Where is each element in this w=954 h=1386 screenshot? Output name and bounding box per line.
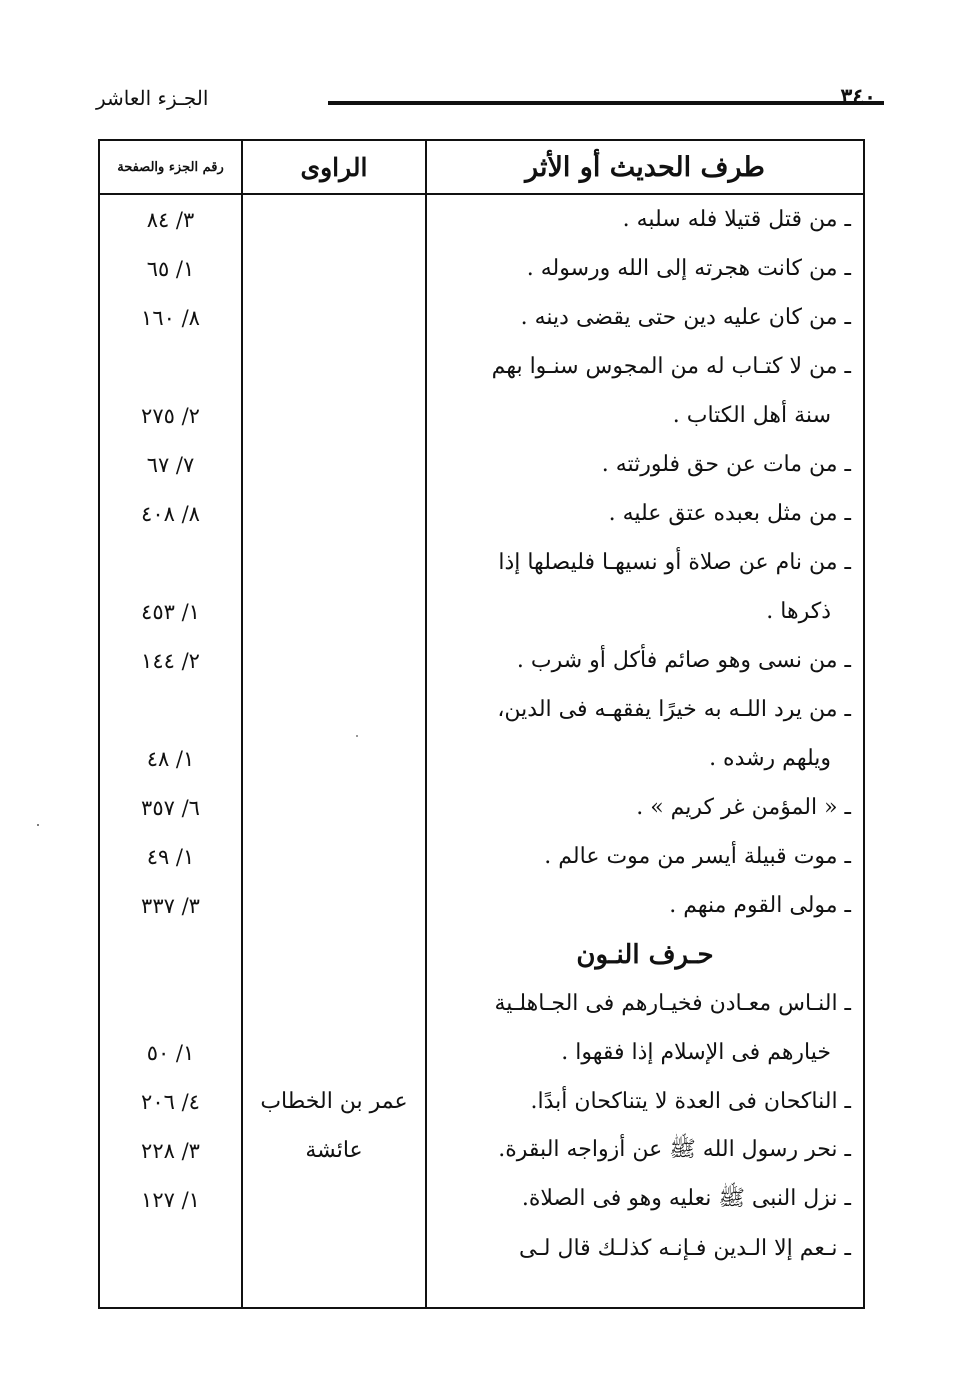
section-heading: حـرف النـون <box>426 930 864 979</box>
hadith-text: ـ نـعم إلا الـدين فـإنـه كذلـك قال لـى <box>426 1224 864 1273</box>
rawi-cell <box>242 1224 426 1273</box>
rawi-cell <box>242 391 426 440</box>
table-row <box>99 734 864 783</box>
table-row <box>99 293 864 342</box>
reference-cell: ٤/ ٢٠٦ <box>99 1077 242 1126</box>
reference-cell: ١/ ٤٨ <box>99 734 242 783</box>
table-row <box>99 244 864 293</box>
hadith-text: ـ من قتل قتيلا فله سلبه . <box>426 194 864 244</box>
rawi-cell <box>242 538 426 587</box>
reference-cell <box>99 979 242 1028</box>
speck <box>356 735 358 737</box>
table-row <box>99 1077 864 1126</box>
reference-cell: ٨/ ١٦٠ <box>99 293 242 342</box>
rawi-cell <box>242 342 426 391</box>
page-number: ٣٤٠ <box>840 84 876 110</box>
rawi-cell <box>242 194 426 244</box>
reference-cell: ١/ ٥٠ <box>99 1028 242 1077</box>
rawi-cell <box>242 832 426 881</box>
hadith-text: ـ نحر رسول الله ﷺ عن أزواجه البقرة. <box>426 1126 864 1175</box>
hadith-text: ـ موت قبيلة أيسر من موت عالم . <box>426 832 864 881</box>
hadith-text: ـ من لا كتـاب له من المجوس سنـوا بهم <box>426 342 864 391</box>
table-row <box>99 391 864 440</box>
rawi-cell <box>242 587 426 636</box>
hadith-text: ـ من كان عليه دين حتى يقضى دينه . <box>426 293 864 342</box>
reference-cell: ١/ ٤٩ <box>99 832 242 881</box>
rawi-cell <box>242 881 426 930</box>
rawi-cell: عمر بن الخطاب <box>242 1077 426 1126</box>
column-header-reference: رقم الجزء والصفحة <box>99 140 242 194</box>
page-header <box>96 82 876 122</box>
header-rule <box>328 101 884 105</box>
reference-cell <box>99 685 242 734</box>
table-row <box>99 440 864 489</box>
table-row <box>99 587 864 636</box>
table-filler-row <box>99 1273 864 1308</box>
hadith-text: ـ من نسى وهو صائم فأكل أو شرب . <box>426 636 864 685</box>
rawi-cell <box>242 440 426 489</box>
column-header-hadith: طرف الحديث أو الأثر <box>426 140 864 194</box>
rawi-cell <box>242 636 426 685</box>
hadith-text: ـ « المؤمن غر كريم » . <box>426 783 864 832</box>
hadith-text: ـ النـاس معـادن فخيـارهم فى الجـاهلـية <box>426 979 864 1028</box>
reference-cell <box>99 342 242 391</box>
reference-cell <box>99 538 242 587</box>
reference-cell: ١/ ٦٥ <box>99 244 242 293</box>
reference-cell: ٨/ ٤٠٨ <box>99 489 242 538</box>
filler-cell <box>99 1273 242 1308</box>
rawi-cell <box>242 489 426 538</box>
section-heading-row <box>99 930 864 979</box>
hadith-text: ـ من مات عن حق فلورثته . <box>426 440 864 489</box>
hadith-index-table <box>98 139 865 1309</box>
hadith-text: خيارهم فى الإسلام إذا فقهوا . <box>426 1028 864 1077</box>
rawi-cell <box>242 1028 426 1077</box>
rawi-cell <box>242 293 426 342</box>
table-header-row <box>99 140 864 194</box>
filler-cell <box>242 1273 426 1308</box>
speck <box>37 824 39 826</box>
table-row <box>99 1028 864 1077</box>
reference-cell: ٣/ ٢٢٨ <box>99 1126 242 1175</box>
hadith-text: ـ مولى القوم منهم . <box>426 881 864 930</box>
hadith-text: ذكرها . <box>426 587 864 636</box>
reference-cell <box>99 1224 242 1273</box>
rawi-cell <box>242 979 426 1028</box>
hadith-text: ويلهم رشده . <box>426 734 864 783</box>
rawi-cell <box>242 734 426 783</box>
column-header-rawi: الراوى <box>242 140 426 194</box>
table-row <box>99 783 864 832</box>
reference-cell: ٧/ ٦٧ <box>99 440 242 489</box>
table-row <box>99 1224 864 1273</box>
hadith-text: ـ نزل النبى ﷺ نعليه وهو فى الصلاة. <box>426 1175 864 1224</box>
part-title: الجـزء العاشر <box>96 86 209 110</box>
hadith-text: ـ الناكحان فى العدة لا يتناكحان أبدًا. <box>426 1077 864 1126</box>
hadith-text: ـ من مثل بعبده عتق عليه . <box>426 489 864 538</box>
table-row <box>99 194 864 244</box>
reference-cell: ٣/ ٣٣٧ <box>99 881 242 930</box>
table-row <box>99 832 864 881</box>
table-row <box>99 881 864 930</box>
reference-cell: ٢/ ٢٧٥ <box>99 391 242 440</box>
hadith-text: سنة أهل الكتاب . <box>426 391 864 440</box>
table-row <box>99 979 864 1028</box>
reference-cell: ١/ ٤٥٣ <box>99 587 242 636</box>
rawi-cell <box>242 1175 426 1224</box>
rawi-cell: عائشة <box>242 1126 426 1175</box>
rawi-cell <box>242 930 426 979</box>
table-row <box>99 1126 864 1175</box>
reference-cell: ٢/ ١٤٤ <box>99 636 242 685</box>
table-row <box>99 489 864 538</box>
table-row <box>99 342 864 391</box>
reference-cell: ١/ ١٢٧ <box>99 1175 242 1224</box>
rawi-cell <box>242 685 426 734</box>
reference-cell: ٦/ ٣٥٧ <box>99 783 242 832</box>
hadith-text: ـ من نام عن صلاة أو نسيهـا فليصلها إذا <box>426 538 864 587</box>
filler-cell <box>426 1273 864 1308</box>
table-row <box>99 538 864 587</box>
rawi-cell <box>242 783 426 832</box>
reference-cell <box>99 930 242 979</box>
reference-cell: ٣/ ٨٤ <box>99 194 242 244</box>
table-row <box>99 1175 864 1224</box>
hadith-text: ـ من يرد اللـه به خيرًا يفقهـه فى الدين، <box>426 685 864 734</box>
hadith-text: ـ من كانت هجرته إلى الله ورسوله . <box>426 244 864 293</box>
rawi-cell <box>242 244 426 293</box>
table-row <box>99 685 864 734</box>
table-row <box>99 636 864 685</box>
